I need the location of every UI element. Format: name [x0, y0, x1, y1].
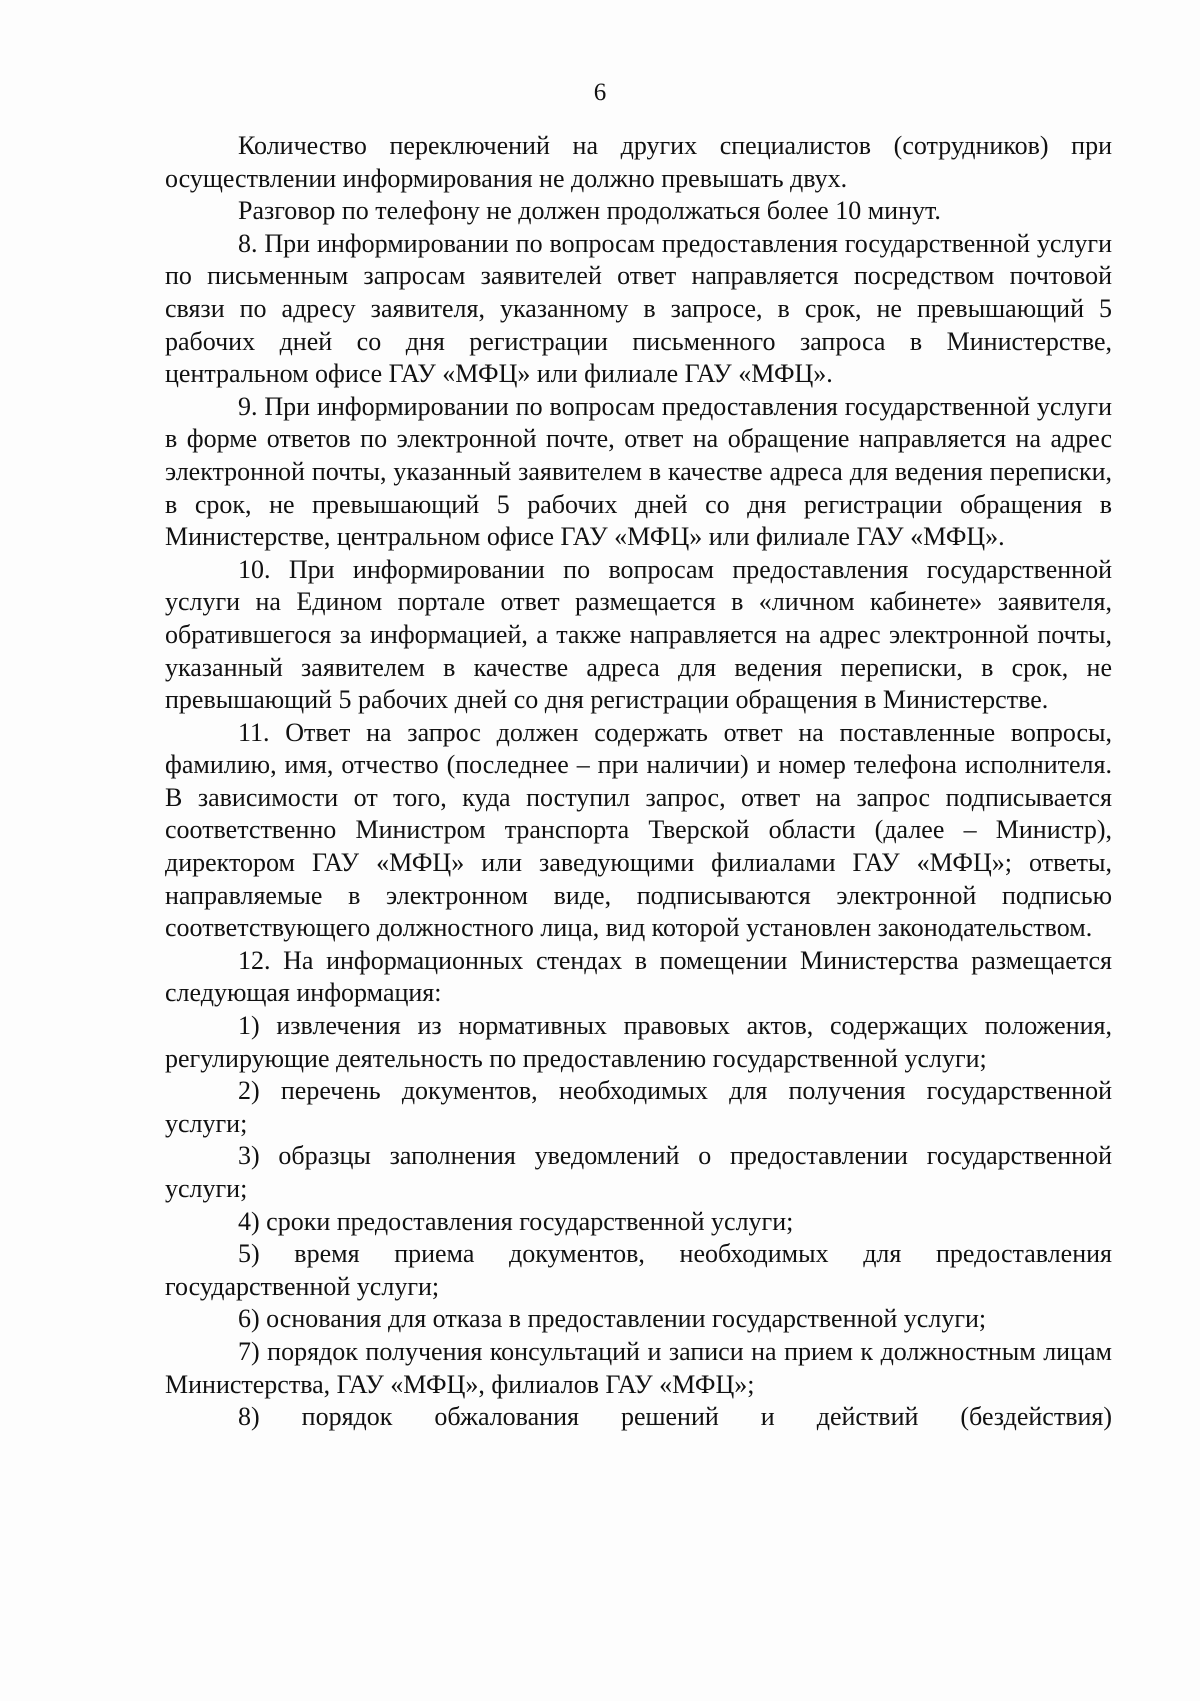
page-number: 6	[593, 79, 607, 106]
document-body	[165, 130, 1112, 1434]
list-item-2: 2) перечень документов, необходимых для получения государственной услуги;	[165, 1076, 1112, 1138]
list-item-8: 8) порядок обжалования решений и действий (бездействия)	[238, 1402, 1112, 1432]
paragraph-phone-duration: Разговор по телефону не должен продолжаться более 10 минут.	[238, 196, 941, 226]
list-item-1: 1) извлечения из нормативных правовых актов, содержащих положения, регулирующие деятельность по предоставлению государственной услуги;	[165, 1011, 1112, 1073]
paragraph-12-info-stands: 12. На информационных стендах в помещении Министерства размещается следующая информация:	[165, 945, 1112, 1008]
list-item-3: 3) образцы заполнения уведомлений о предоставлении государственной услуги;	[165, 1141, 1112, 1203]
paragraph-11-answer-content: 11. Ответ на запрос должен содержать ответ на поставленные вопросы, фамилию, имя, отчество (последнее – при наличии) и номер телефона исполнителя. В зависимости от того, куда поступил запрос, ответ на запрос подписывается соответственно Министром транспорта Тверской области (далее – Министр), директором ГАУ «МФЦ» или заведующими филиалами ГАУ «МФЦ»; ответы, направляемые в электронном виде, подписываются электронной подписью соответствующего должностного лица, вид которой установлен законодательством.	[165, 717, 1112, 943]
list-item-7: 7) порядок получения консультаций и записи на прием к должностным лицам Министерства, ГАУ «МФЦ», филиалов ГАУ «МФЦ»;	[165, 1336, 1112, 1399]
paragraph-switching: Количество переключений на других специалистов (сотрудников) при осуществлении информирования не должно превышать двух.	[165, 131, 1112, 193]
paragraph-10-unified-portal: 10. При информировании по вопросам предоставления государственной услуги на Едином портале ответ размещается в «личном кабинете» заявителя, обратившегося за информацией, а также направляется на адрес электронной почты, указанный заявителем в качестве адреса для ведения переписки, в срок, не превышающий 5 рабочих дней со дня регистрации обращения в Министерстве.	[165, 554, 1112, 715]
paragraph-8-written-requests: 8. При информировании по вопросам предоставления государственной услуги по письменным запросам заявителей ответ направляется посредством почтовой связи по адресу заявителя, указанному в запросе, в срок, не превышающий 5 рабочих дней со дня регистрации письменного запроса в Министерстве, центральном офисе ГАУ «МФЦ» или филиале ГАУ «МФЦ».	[165, 228, 1112, 389]
list-item-5: 5) время приема документов, необходимых для предоставления государственной услуги;	[165, 1239, 1112, 1301]
paragraph-9-email-requests: 9. При информировании по вопросам предоставления государственной услуги в форме ответов по электронной почте, ответ на обращение направляется на адрес электронной почты, указанный заявителем в качестве адреса для ведения переписки, в срок, не превышающий 5 рабочих дней со дня регистрации обращения в Министерстве, центральном офисе ГАУ «МФЦ» или филиале ГАУ «МФЦ».	[165, 391, 1112, 552]
list-item-6: 6) основания для отказа в предоставлении государственной услуги;	[238, 1304, 987, 1334]
list-item-4: 4) сроки предоставления государственной услуги;	[238, 1206, 794, 1236]
